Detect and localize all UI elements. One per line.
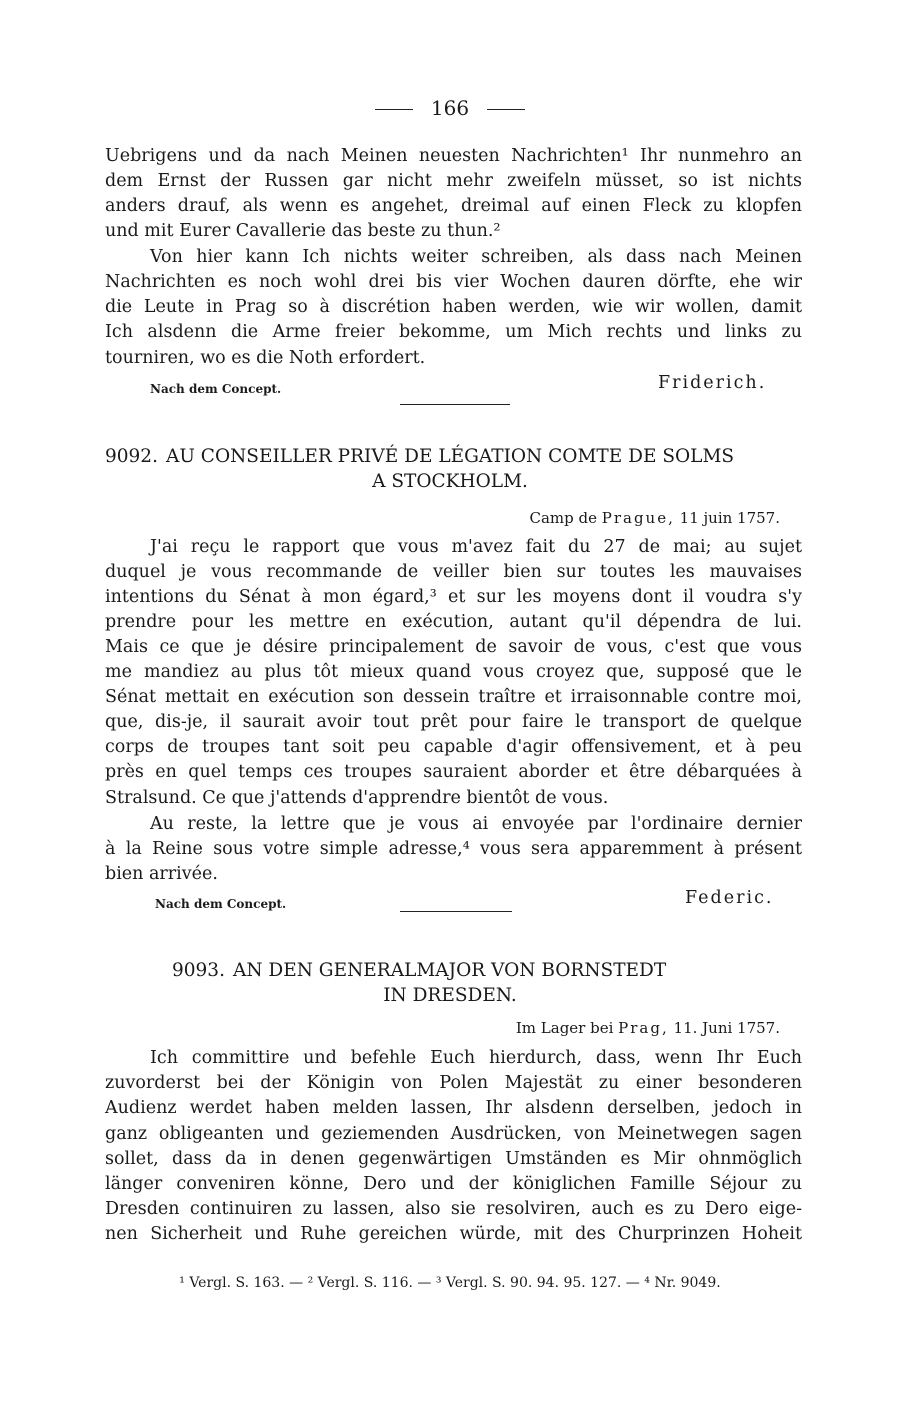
text-line: Sénat mettait en exécution son dessein traître et irraisonnable contre moi,	[105, 687, 802, 707]
text-line: J'ai reçu le rapport que vous m'avez fait du 27 de mai; au sujet	[150, 537, 802, 557]
letter-title-line1: AU CONSEILLER PRIVÉ DE LÉGATION COMTE DE SOLMS	[165, 446, 735, 467]
letter-number: 9093.	[172, 960, 225, 981]
letter-number: 9092.	[105, 446, 158, 467]
text-line: nen Sicherheit und Ruhe gereichen würde, mit des Churprinzen Hoheit	[105, 1224, 802, 1244]
text-line: tourniren, wo es die Noth erfordert.	[105, 348, 426, 368]
text-line: Mais ce que je désire principalement de savoir de vous, c'est que vous	[105, 637, 802, 657]
signature: Friderich.	[658, 373, 767, 393]
letter-title-line2: IN DRESDEN.	[383, 985, 517, 1006]
signature: Federic.	[685, 888, 774, 908]
page-number: 166	[430, 96, 470, 120]
source-note: Nach dem Concept.	[150, 382, 282, 396]
dateline	[529, 507, 780, 529]
text-line: Uebrigens und da nach Meinen neuesten Nachrichten¹ Ihr nunmehro an	[105, 146, 802, 166]
text-line: à la Reine sous votre simple adresse,⁴ vous sera apparemment à présent	[105, 839, 802, 859]
text-line: Ich committire und befehle Euch hierdurch, dass, wenn Ihr Euch	[150, 1048, 802, 1068]
letter-title-line2: A STOCKHOLM.	[372, 471, 528, 492]
date-place: Camp de	[529, 509, 597, 527]
text-line: sollet, dass da in denen gegenwärtigen Umständen es Mir ohnmöglich	[105, 1149, 802, 1169]
text-line: zuvorderst bei der Königin von Polen Majestät zu einer besonderen	[105, 1073, 802, 1093]
dash-right	[487, 109, 525, 110]
date-city: Prague,	[601, 509, 675, 527]
dateline	[516, 1017, 780, 1039]
text-line: corps de troupes tant soit peu capable d'agir offensivement, et à peu	[105, 737, 802, 757]
text-line: intentions du Sénat à mon égard,³ et sur les moyens dont il voudra s'y	[105, 587, 802, 607]
letter-heading	[105, 444, 802, 469]
date-place: Im Lager bei	[515, 1019, 614, 1037]
text-line: Dresden continuiren zu lassen, also sie resolviren, auch es zu Dero eige-	[105, 1199, 802, 1219]
date-city: Prag,	[618, 1019, 669, 1037]
text-line: bien arrivée.	[105, 864, 218, 884]
text-line: prendre pour les mettre en exécution, autant qu'il dépendra de lui.	[105, 612, 802, 632]
letter-title-line1: AN DEN GENERALMAJOR VON BORNSTEDT	[232, 960, 667, 981]
section-divider	[400, 911, 512, 912]
text-line: anders drauf, als wenn es angehet, dreimal auf einen Fleck zu klopfen	[105, 196, 802, 216]
text-line: länger conveniren könne, Dero und der königlichen Famille Séjour zu	[105, 1174, 802, 1194]
text-line: Stralsund. Ce que j'attends d'apprendre bientôt de vous.	[105, 788, 609, 808]
text-line: Ich alsdenn die Arme freier bekomme, um Mich rechts und links zu	[105, 322, 802, 342]
text-line: ganz obligeanten und geziemenden Ausdrücken, von Meinetwegen sagen	[105, 1124, 802, 1144]
date-rest: 11 juin 1757.	[679, 509, 780, 527]
date-rest: 11. Juni 1757.	[673, 1019, 780, 1037]
page-number-row	[0, 94, 900, 122]
text-line: Nachrichten es noch wohl drei bis vier Wochen dauren dörfte, ehe wir	[105, 272, 802, 292]
text-line: und mit Eurer Cavallerie das beste zu thun.²	[105, 221, 501, 241]
footnotes: ¹ Vergl. S. 163. — ² Vergl. S. 116. — ³ Vergl. S. 90. 94. 95. 127. — ⁴ Nr. 9049.	[179, 1275, 721, 1291]
source-note: Nach dem Concept.	[155, 897, 287, 911]
text-line: près en quel temps ces troupes sauraient aborder et être débarquées à	[105, 762, 802, 782]
text-line: die Leute in Prag so à discrétion haben werden, wie wir wollen, damit	[105, 297, 802, 317]
text-line: duquel je vous recommande de veiller bien sur toutes les mauvaises	[105, 562, 802, 582]
section-divider	[400, 404, 510, 405]
text-line: Au reste, la lettre que je vous ai envoyée par l'ordinaire dernier	[150, 814, 802, 834]
text-line: dem Ernst der Russen gar nicht mehr zweifeln müsset, so ist nichts	[105, 171, 802, 191]
text-line: me mandiez au plus tôt mieux quand vous croyez que, supposé que le	[105, 662, 802, 682]
text-line: Von hier kann Ich nichts weiter schreiben, als dass nach Meinen	[150, 247, 802, 267]
letter-heading	[172, 958, 869, 983]
text-line: Audienz werdet haben melden lassen, Ihr alsdenn derselben, jedoch in	[105, 1098, 802, 1118]
text-line: que, dis-je, il saurait avoir tout prêt pour faire le transport de quelque	[105, 712, 802, 732]
dash-left	[375, 109, 413, 110]
